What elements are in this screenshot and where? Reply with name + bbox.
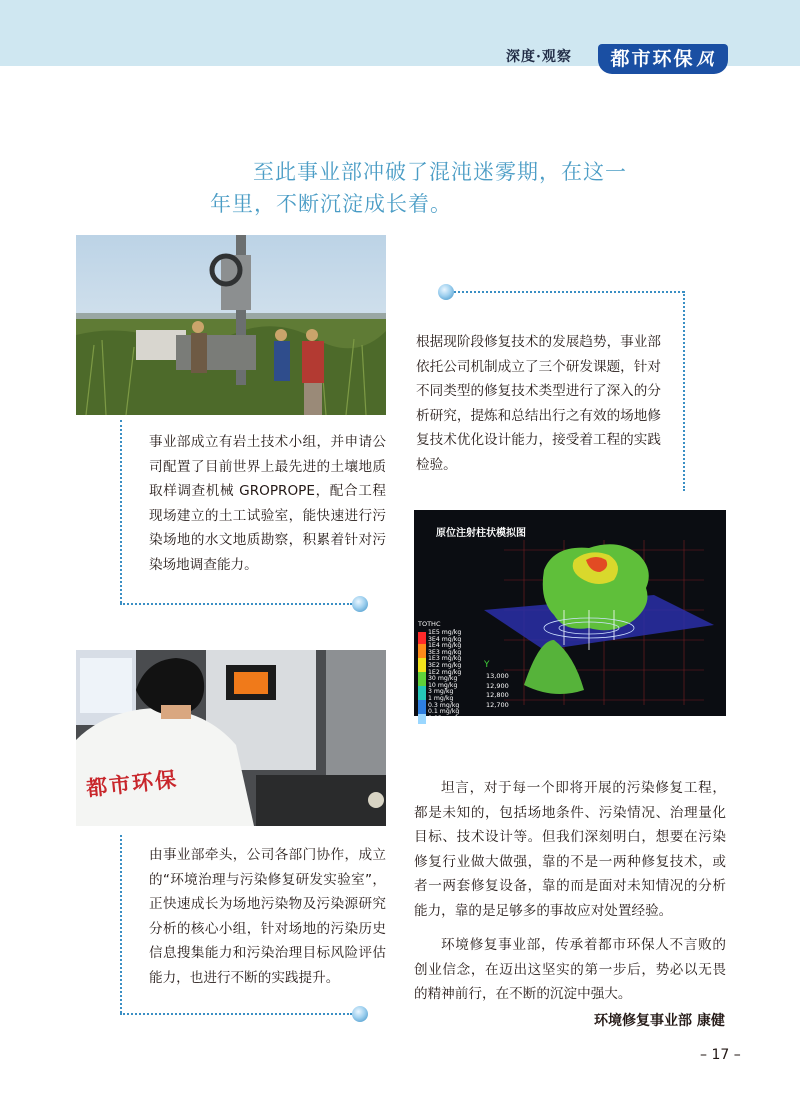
paragraph-research-topics — [416, 330, 661, 478]
paragraph-candid — [414, 776, 726, 924]
paragraph-text: 由事业部牵头，公司各部门协作，成立的“环境治理与污染修复研发实验室”，正快速成长为场地污染物及污染源研究分析的核心小组，针对场地的污染历史信息搜集能力和污染治理目标风险评估能力，也进行不断的实践提升。 — [149, 847, 386, 986]
legend-label: 1E5 mg/kg — [428, 629, 462, 636]
page-number: – 17 – — [700, 1047, 741, 1063]
legend-label: 10 mg/kg — [428, 681, 458, 689]
legend-label: 30 mg/kg — [428, 675, 458, 683]
paragraph-text: 根据现阶段修复技术的发展趋势，事业部依托公司机制成立了三个研发课题，针对不同类型的修复技术类型进行了深入的分析研究，提炼和总结出行之有效的场地修复技术优化设计能力，接受着工程的实践检验。 — [416, 334, 661, 473]
paragraph-closing — [414, 933, 726, 1007]
axis-ticks — [486, 672, 509, 710]
dotted-divider — [683, 291, 685, 491]
dotted-divider — [120, 835, 122, 1013]
headline-line-2: 年里，不断沉淀成长着。 — [210, 192, 452, 216]
column-swirl: 风 — [696, 50, 716, 70]
dotted-divider — [120, 1013, 352, 1015]
axis-tick: 12,900 — [486, 681, 509, 690]
legend-label: 3E2 mg/kg — [428, 661, 462, 669]
bead-ornament — [352, 1006, 368, 1022]
legend-label: 3 mg/kg — [428, 688, 454, 696]
paragraph-lab — [149, 843, 386, 991]
color-legend — [428, 630, 463, 722]
author-signature: 环境修复事业部 康健 — [594, 1013, 725, 1029]
legend-title: TOTHC — [418, 620, 441, 628]
column-tab — [598, 44, 728, 74]
legend-label: 0.03 mg/kg — [428, 714, 464, 722]
legend-label: 0.3 mg/kg — [428, 701, 460, 709]
axis-tick: 12,700 — [486, 700, 509, 709]
lab-technician-photo — [76, 650, 386, 826]
axis-tick: 13,000 — [486, 672, 509, 680]
legend-label: 1E3 mg/kg — [428, 655, 462, 663]
paragraph-text: 坦言，对于每一个即将开展的污染修复工程，都是未知的，包括场地条件、污染情况、治理量化目标、技术设计等。但我们深刻明白，想要在污染修复行业做大做强，靠的不是一两种修复技术，或者一两套修复设备，靠的而是面对未知情况的分析能力，靠的是足够多的事故应对处置经验。 — [414, 780, 726, 919]
dotted-divider — [454, 291, 684, 293]
legend-label: 3E3 mg/kg — [428, 648, 462, 656]
injection-simulation-figure — [414, 510, 726, 722]
axis-y-label: Y — [484, 660, 490, 670]
lab-coat-logo-text: 都市环保 — [85, 767, 180, 801]
legend-label: 1 mg/kg — [428, 694, 454, 702]
legend-label: 3E4 mg/kg — [428, 635, 462, 643]
simulation-title: 原位注射柱状模拟图 — [436, 528, 526, 539]
paragraph-text: 事业部成立有岩土技术小组，并申请公司配置了目前世界上最先进的土壤地质取样调查机械 GROPROPE，配合工程现场建立的土工试验室，能快速进行污染场地的水文地质勘察，积累着针对污染场地调查能力。 — [149, 434, 386, 573]
dotted-divider — [120, 420, 122, 603]
column-title: 都市环保 — [610, 48, 695, 70]
axis-tick: 12,800 — [486, 691, 509, 699]
bead-ornament — [352, 596, 368, 612]
headline-line-1: 至此事业部冲破了混沌迷雾期，在这一 — [253, 160, 627, 184]
legend-label: 0.1 mg/kg — [428, 708, 460, 716]
bead-ornament — [438, 284, 454, 300]
paragraph-text: 环境修复事业部，传承着都市环保人不言败的创业信念，在迈出这坚实的第一步后，势必以无畏的精神前行，在不断的沉淀中强大。 — [414, 937, 726, 1003]
legend-label: 1E4 mg/kg — [428, 642, 462, 650]
legend-label: 1E2 mg/kg — [428, 668, 462, 676]
paragraph-rock-soil-team — [149, 430, 386, 578]
section-label: 深度·观察 — [506, 49, 572, 65]
dotted-divider — [120, 603, 352, 605]
drilling-rig-photo — [76, 235, 386, 415]
